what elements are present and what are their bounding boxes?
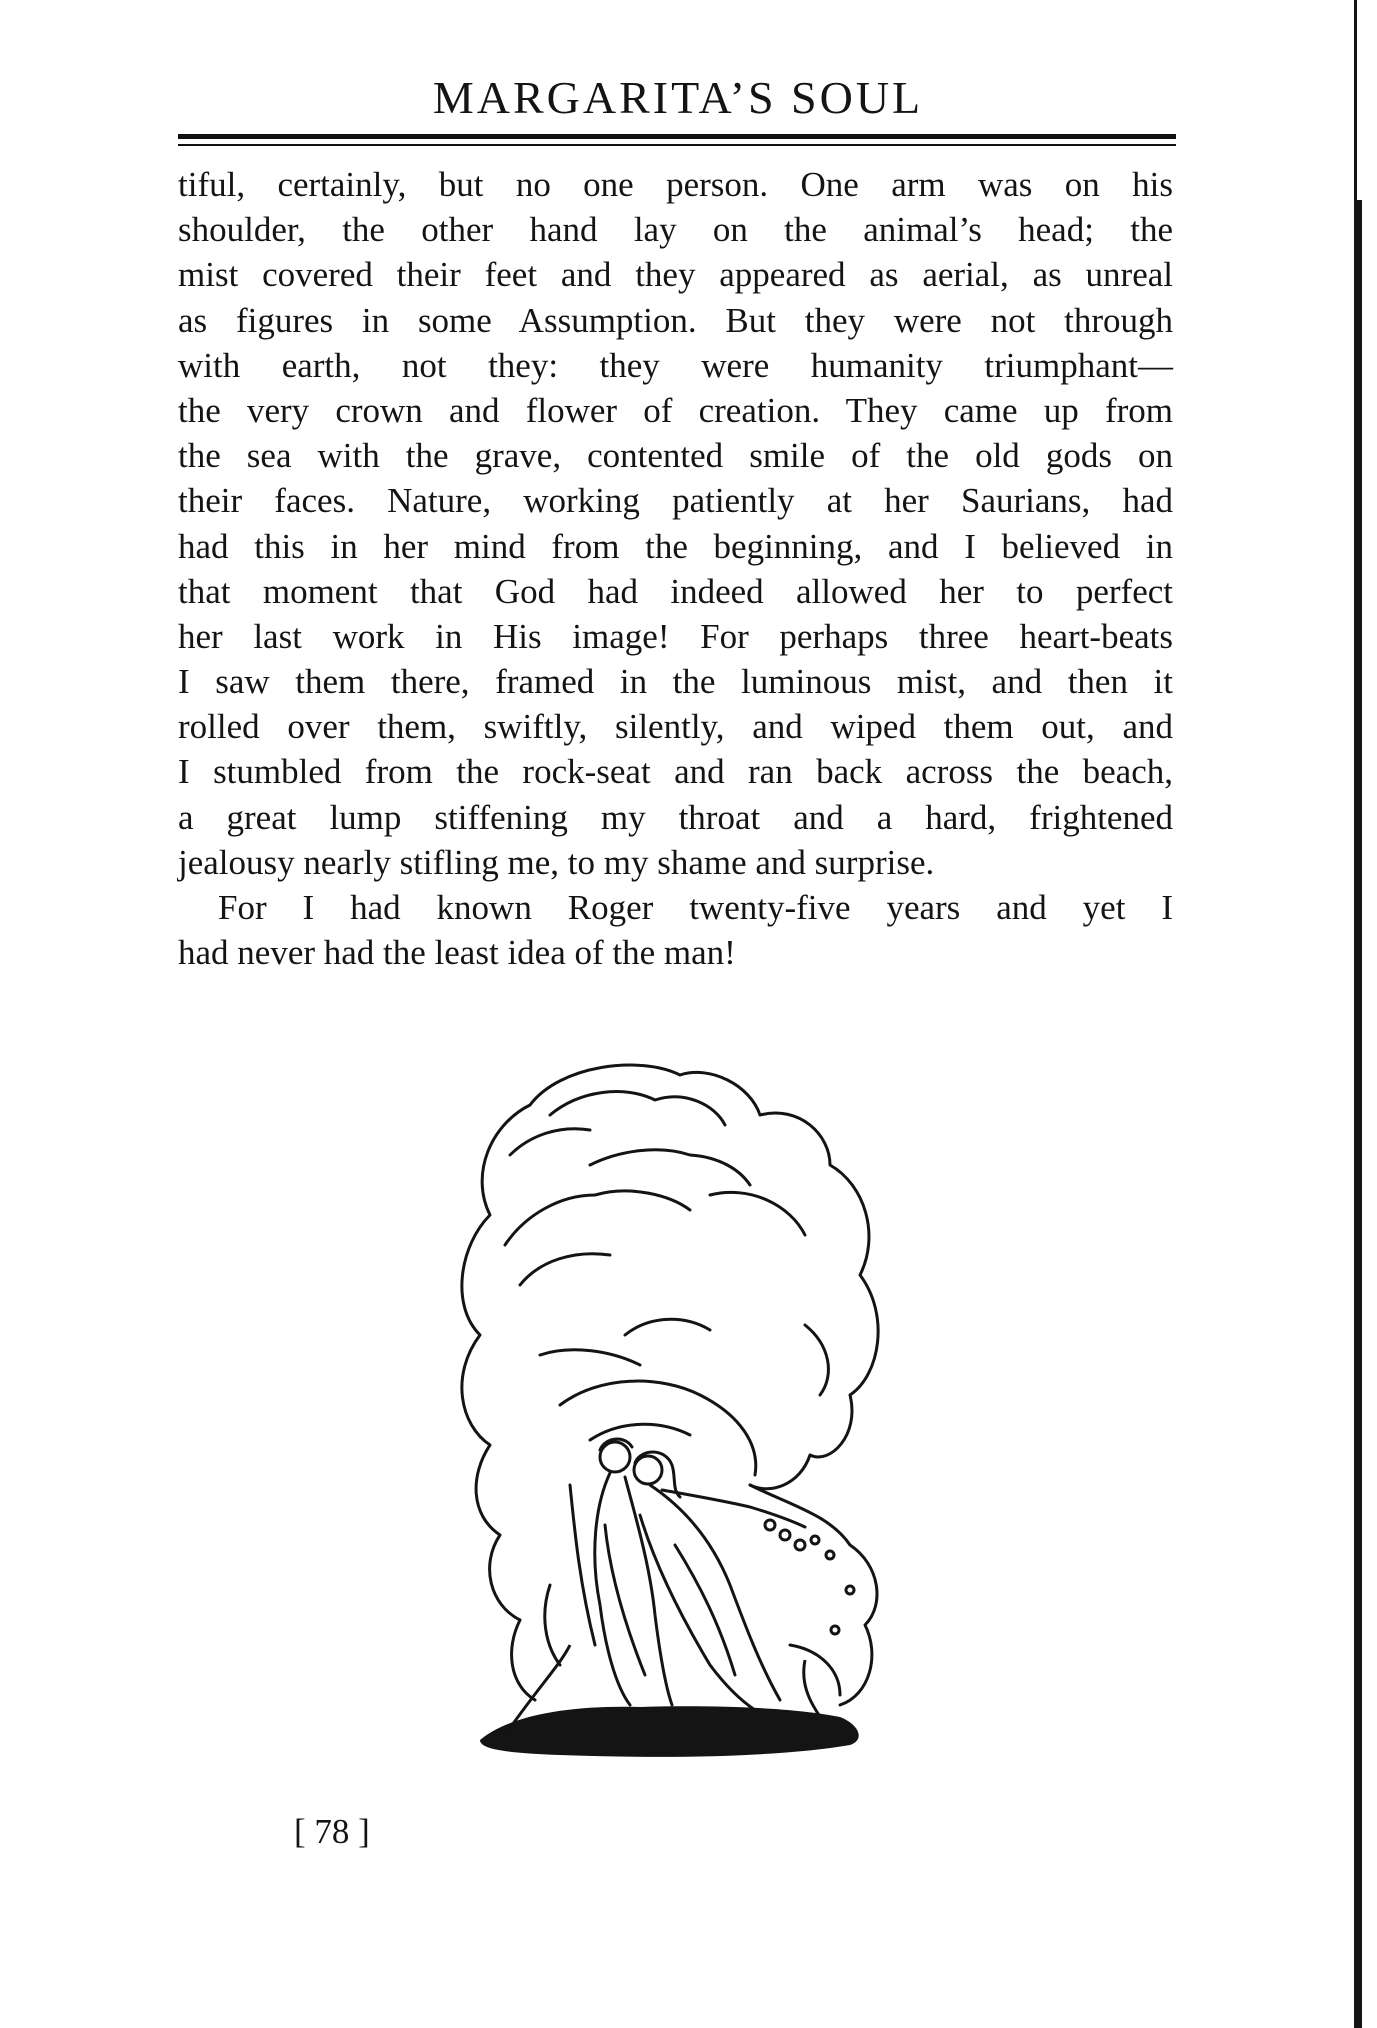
text-line: her last work in His image! For perhaps three heart-beats	[178, 616, 1173, 656]
header-rule-thick	[178, 134, 1176, 139]
text-line: jealousy nearly stifling me, to my shame and surprise.	[178, 842, 935, 882]
text-line: tiful, certainly, but no one person. One arm was on his	[178, 165, 1173, 204]
text-line: with earth, not they: they were humanity triumphant—	[178, 345, 1173, 385]
text-line: For I had known Roger twenty-five years and yet I	[218, 888, 1173, 927]
text-line: that moment that God had indeed allowed her to perfect	[178, 571, 1173, 611]
text-line: the very crown and flower of creation. They came up from	[178, 390, 1173, 430]
text-line: I stumbled from the rock-seat and ran back across the beach,	[178, 752, 1173, 792]
text-line: as figures in some Assumption. But they were not through	[178, 300, 1173, 340]
page-number: [ 78 ]	[294, 1812, 370, 1851]
text-line: I saw them there, framed in the luminous mist, and then it	[178, 662, 1173, 702]
mist-figures-illustration-icon	[410, 1045, 910, 1775]
text-line: mist covered their feet and they appeared as aerial, as unreal	[178, 255, 1173, 295]
text-line: rolled over them, swiftly, silently, and wiped them out, and	[178, 707, 1173, 747]
text-line: their faces. Nature, working patiently at her Saurians, had	[178, 481, 1173, 521]
text-line: had this in her mind from the beginning, and I believed in	[178, 526, 1173, 566]
header-rule-thin	[178, 144, 1176, 146]
page-edge-shadow	[1350, 0, 1364, 2028]
text-line: the sea with the grave, contented smile of the old gods on	[178, 436, 1173, 476]
text-line: a great lump stiffening my throat and a hard, frightened	[178, 797, 1173, 837]
text-line: shoulder, the other hand lay on the animal’s head; the	[178, 210, 1173, 250]
text-line: had never had the least idea of the man!	[178, 933, 736, 973]
running-head: MARGARITA’S SOUL	[432, 72, 924, 123]
body-text	[178, 162, 1173, 975]
